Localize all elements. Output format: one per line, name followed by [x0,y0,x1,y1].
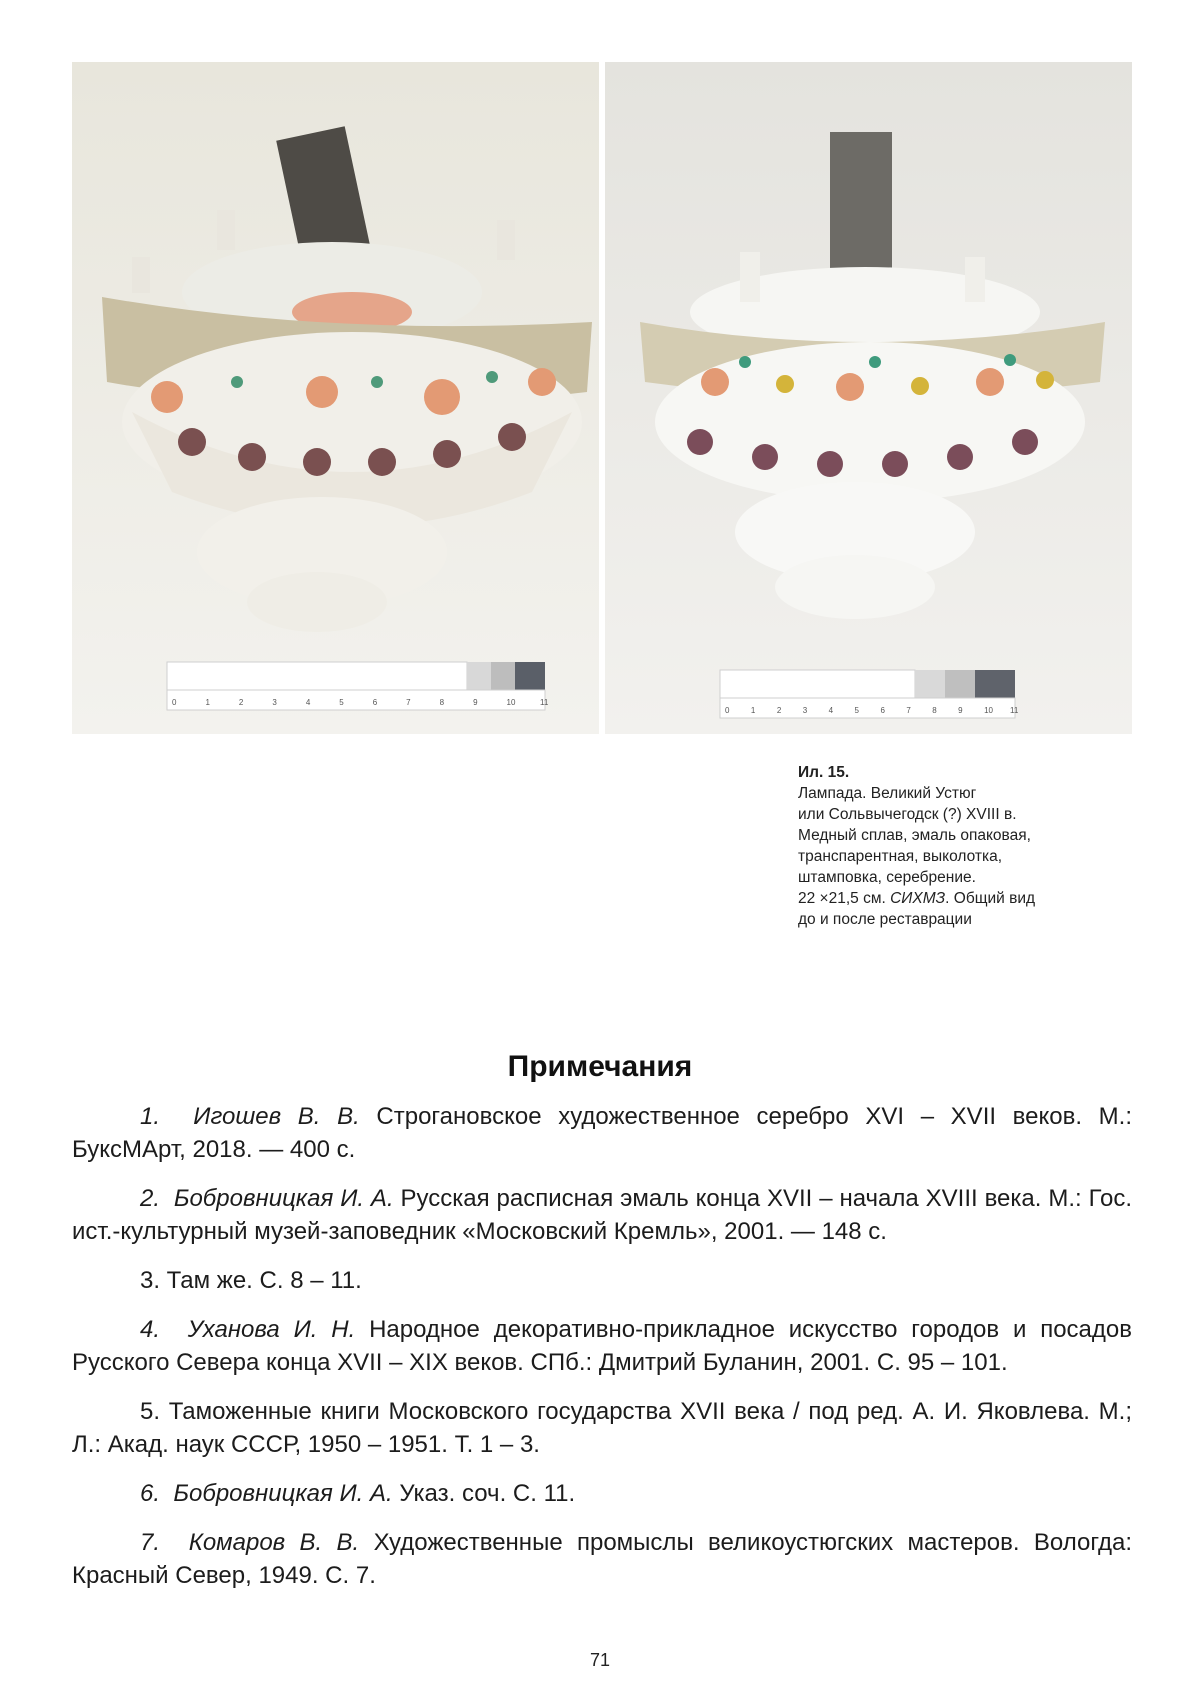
scale-number: 8 [439,698,445,707]
caption-museum: СИХМЗ [890,890,946,907]
scale-number: 7 [906,706,911,715]
scale-number: 11 [1010,706,1019,715]
scale-number: 10 [984,706,993,715]
scale-number: 1 [750,706,756,715]
caption-line: штамповка, серебрение. [798,869,976,886]
note-author: Бобровницкая И. А. [173,1185,394,1212]
scale-number: 4 [828,706,834,715]
note-number: 1. [140,1103,161,1130]
caption-size: 22 ×21,5 см. [798,890,886,907]
note-text: Строгановское художественное серебро XVI – XVII веков. М.: БуксМАрт, 2018. — 400 с. [72,1103,1132,1163]
caption-size-line [798,888,1088,909]
scale-number: 0 [725,706,730,715]
note-text: Русская расписная эмаль конца XVII – начала XVIII века. М.: Гос. ист.-культурный музей-заповедник «Московский Кремль», 2001. — 148 с. [72,1185,1132,1245]
caption-line: или Сольвычегодск (?) XVIII в. [798,806,1017,823]
note-text: Там же. С. 8 – 11. [160,1267,362,1294]
scale-number: 2 [238,698,244,707]
note-author: Комаров В. В. [188,1529,360,1556]
photo-lampada-before [72,62,599,734]
note-number: 3. [140,1267,161,1294]
scale-number: 5 [339,698,344,707]
scale-number: 10 [506,698,516,707]
caption-tail: . Общий вид [945,890,1036,907]
note-item [72,1182,1132,1248]
note-item [72,1395,1132,1461]
scale-number: 6 [372,698,378,707]
note-number: 7. [140,1529,161,1556]
note-item [72,1477,1132,1510]
page-number: 71 [589,1650,611,1670]
note-text: Таможенные книги Московского государства XVII века / под ред. А. И. Яковлева. М.; Л.: Акад. наук СССР, 1950 – 1951. Т. 1 – 3. [72,1398,1132,1458]
scale-number: 3 [272,698,277,707]
caption-line: Лампада. Великий Устюг [798,785,977,802]
note-item [72,1526,1132,1592]
notes-heading: Примечания [507,1050,693,1083]
figure-caption [798,762,1088,930]
notes-list [72,1100,1132,1608]
scale-number: 4 [305,698,311,707]
note-item [72,1264,1132,1297]
scale-number: 5 [854,706,859,715]
scale-number: 7 [406,698,411,707]
note-text: Художественные промыслы великоустюгских мастеров. Вологда: Красный Север, 1949. С. 7. [72,1529,1133,1589]
caption-line: Медный сплав, эмаль опаковая, [798,827,1031,844]
note-number: 6. [140,1480,161,1507]
scale-number: 11 [540,698,549,707]
scale-number: 0 [172,698,177,707]
note-text: Народное декоративно-прикладное искусство городов и посадов Русского Севера конца XVII – XIX веков. СПб.: Дмитрий Буланин, 2001. С. 95 – 101. [72,1316,1133,1376]
caption-line: транспарентная, выколотка, [798,848,1003,865]
scale-number: 3 [802,706,808,715]
note-author: Игошев В. В. [193,1103,360,1130]
caption-line: до и после реставрации [798,911,972,928]
scale-number: 9 [473,698,478,707]
note-item [72,1313,1132,1379]
note-text: Указ. соч. С. 11. [392,1480,576,1507]
note-author: Бобровницкая И. А. [173,1480,393,1507]
caption-title: Ил. 15. [798,764,850,781]
photo-lampada-after [605,62,1132,734]
scale-number: 2 [776,706,782,715]
scale-number: 1 [205,698,210,707]
note-item [72,1100,1132,1166]
scale-number: 8 [932,706,937,715]
note-number: 5. [140,1398,161,1425]
scale-number: 9 [958,706,963,715]
scale-number: 6 [880,706,885,715]
note-number: 2. [140,1185,161,1212]
note-author: Уханова И. Н. [187,1316,356,1343]
note-number: 4. [140,1316,161,1343]
